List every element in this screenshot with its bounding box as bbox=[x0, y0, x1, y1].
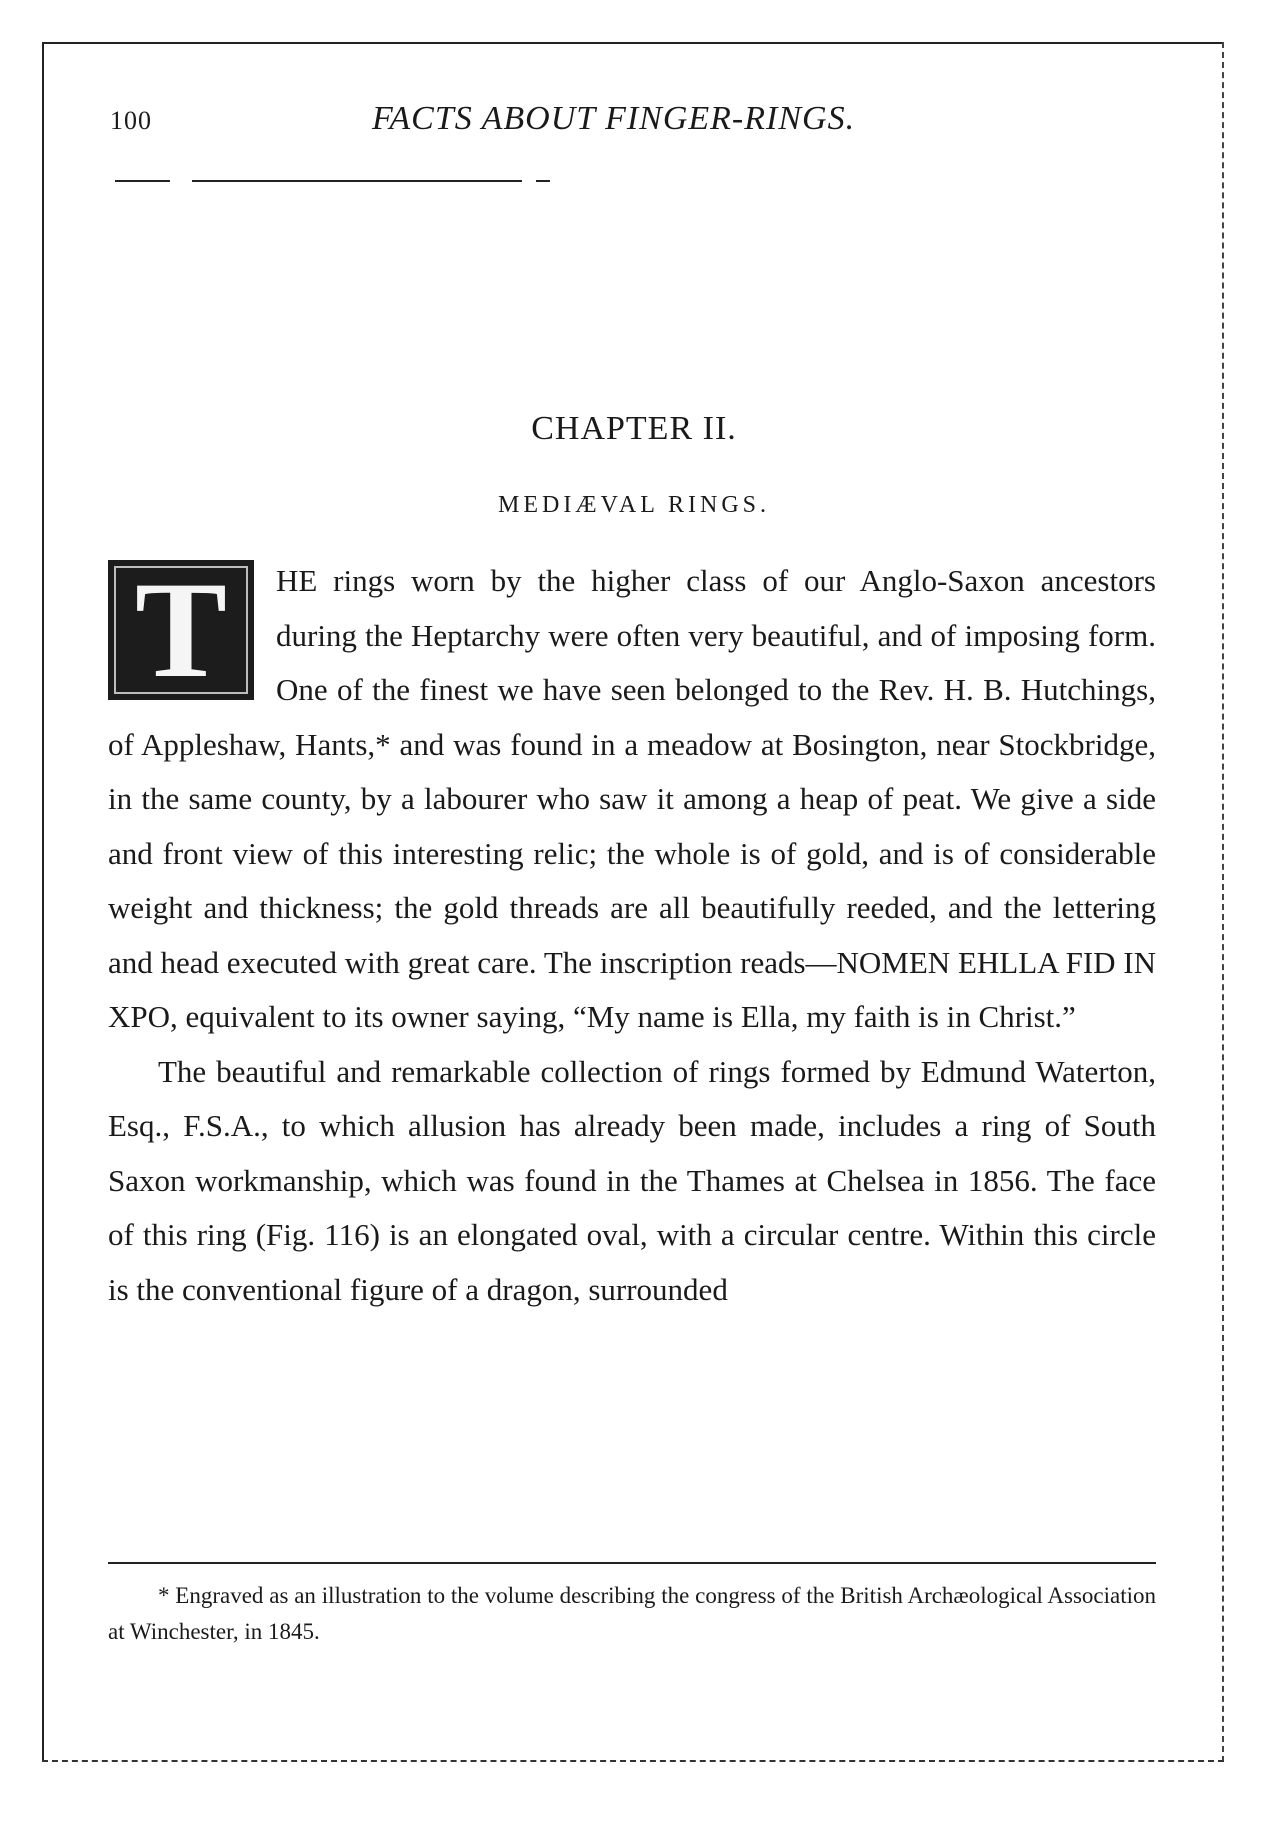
page-number: 100 bbox=[110, 106, 152, 135]
running-head: FACTS ABOUT FINGER-RINGS. bbox=[372, 100, 856, 137]
header-rule bbox=[192, 180, 522, 182]
page-header bbox=[110, 100, 1160, 150]
header-rule bbox=[115, 180, 170, 182]
header-rule bbox=[536, 180, 550, 182]
drop-cap-letter: T bbox=[134, 553, 228, 706]
paragraph-1-text: HE rings worn by the higher class of our Anglo-Saxon ancestors during the Heptarchy were often very beautiful, and of imposing form. One of the finest we have seen belonged to the Rev. H. B. Hutchings, of Appleshaw, Hants,* and was found in a meadow at Bosington, near Stockbridge, in the same county, by a labourer who saw it among a heap of peat. We give a side and front view of this interesting relic; the whole is of gold, and is of considerable weight and thickness; the gold threads are all beautifully reeded, and the lettering and head executed with great care. The inscription reads—NOMEN EHLLA FID IN XPO, equivalent to its owner saying, “My name is Ella, my faith is in Christ.” bbox=[108, 563, 1156, 1034]
paragraph-2: The beautiful and remarkable collection of rings formed by Edmund Waterton, Esq., F.S.A., to which allusion has already been made, includes a ring of South Saxon workmanship, which was found in the Thames at Chelsea in 1856. The face of this ring (Fig. 116) is an elongated oval, with a circular centre. Within this circle is the conventional figure of a dragon, surrounded bbox=[108, 1053, 1156, 1307]
page-frame-left bbox=[42, 42, 44, 1762]
section-title: MEDIÆVAL RINGS. bbox=[497, 492, 770, 518]
paragraph-1 bbox=[108, 554, 1156, 1045]
page-frame-bottom bbox=[42, 1760, 1224, 1762]
page-frame-top bbox=[42, 42, 1224, 44]
footnote-rule bbox=[108, 1562, 1156, 1564]
drop-cap bbox=[108, 553, 254, 706]
footnote bbox=[108, 1578, 1156, 1650]
page-frame-right bbox=[1222, 42, 1224, 1762]
body-text bbox=[108, 554, 1156, 1317]
footnote-text: * Engraved as an illustration to the volume describing the congress of the British Archæological Association at Winchester, in 1845. bbox=[108, 1583, 1156, 1644]
chapter-title: CHAPTER II. bbox=[531, 410, 737, 447]
